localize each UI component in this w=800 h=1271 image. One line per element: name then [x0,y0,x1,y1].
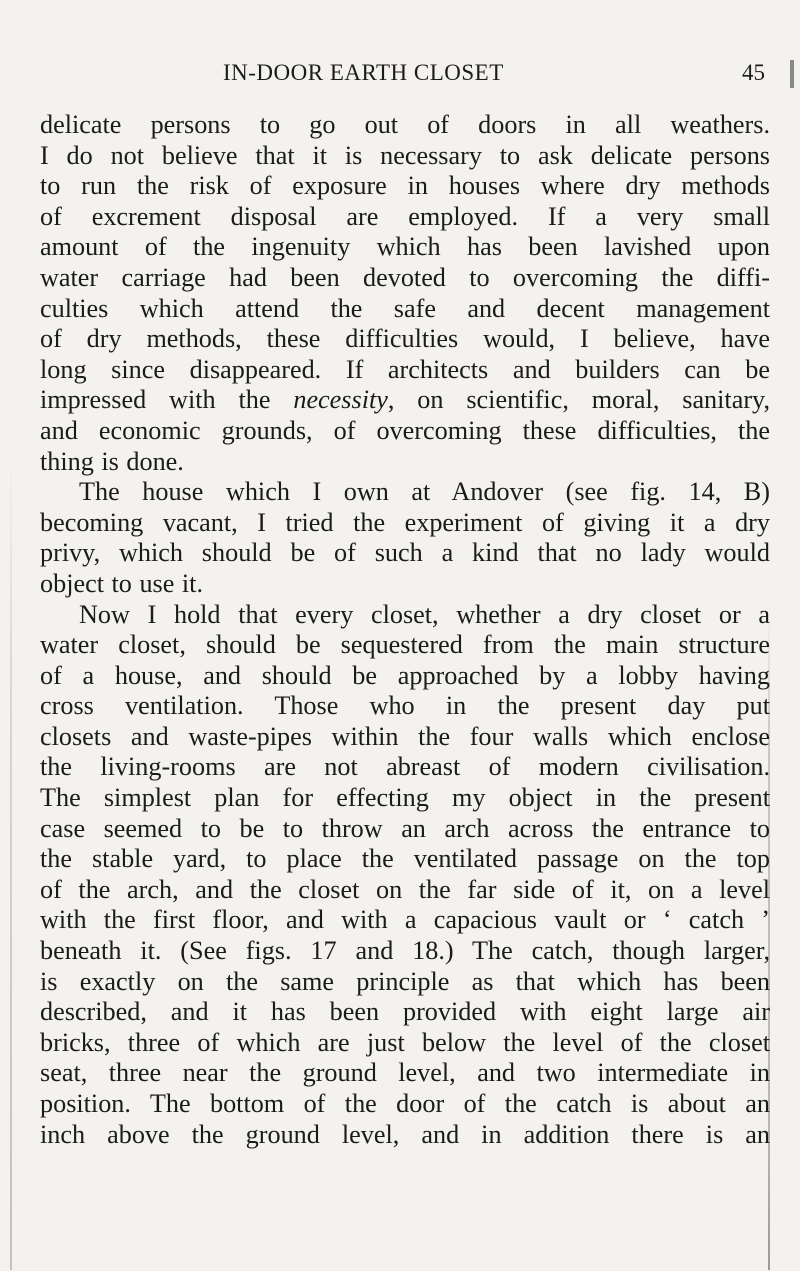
page-edge-mark [790,60,794,88]
text-line: with the first floor, and with a capacious vault or ‘ catch ’ [40,905,770,935]
text-line: beneath it. (See figs. 17 and 18.) The catch, though larger, [40,936,770,966]
text-line: The simplest plan for effecting my object in the present [40,783,770,813]
text-line: water carriage had been devoted to overcoming the diffi- [40,262,770,292]
text-line: to run the risk of exposure in houses where dry methods [40,171,770,201]
text-line: I do not believe that it is necessary to ask delicate persons [40,140,770,170]
text-line: case seemed to be to throw an arch across the entrance to [40,813,770,843]
text-line: cross ventilation. Those who in the present day put [40,691,770,721]
text-line: delicate persons to go out of doors in all weathers. [40,110,770,139]
text-line: described, and it has been provided with eight large air [40,997,770,1027]
text-line: seat, three near the ground level, and two intermediate in [40,1058,770,1088]
text-line: and economic grounds, of overcoming these difficulties, the [40,415,770,445]
text-line: position. The bottom of the door of the catch is about an [40,1089,770,1118]
text-line: object to use it. [40,568,204,598]
text-line: closets and waste-pipes within the four walls which enclose [40,721,770,751]
page-number: 45 [742,60,765,85]
text-line: privy, which should be of such a kind that no lady would [40,538,770,568]
text-line: inch above the ground level, and in addition there is an [40,1119,770,1149]
text-line: amount of the ingenuity which has been lavished upon [40,232,770,262]
text-line: thing is done. [40,446,184,476]
page-edge-shadow-left [10,450,12,1270]
text-line: bricks, three of which are just below the level of the closet [40,1027,770,1057]
text-line: culties which attend the safe and decent management [40,293,770,323]
running-head: IN-DOOR EARTH CLOSET [223,60,504,85]
text-line: Now I hold that every closet, whether a dry closet or a [79,599,770,629]
text-line: of a house, and should be approached by a lobby having [40,660,770,690]
text-line: is exactly on the same principle as that which has been [40,966,770,996]
text-line: the stable yard, to place the ventilated passage on the top [40,844,770,874]
body-text [40,110,770,1150]
text-line: of dry methods, these difficulties would, I believe, have [40,324,770,354]
emphasized-word: necessity [293,385,388,415]
text-line: The house which I own at Andover (see fig. 14, B) [79,477,770,507]
text-line-with-emphasis [40,385,770,416]
text-run: , on scientific, moral, sanitary, [387,385,770,415]
text-line: long since disappeared. If architects and builders can be [40,354,770,384]
text-line: of the arch, and the closet on the far side of it, on a level [40,874,770,904]
text-line: water closet, should be sequestered from the main structure [40,630,770,660]
page-header [0,56,800,92]
text-line: of excrement disposal are employed. If a very small [40,201,770,231]
text-line: the living-rooms are not abreast of modern civilisation. [40,752,770,782]
text-line: becoming vacant, I tried the experiment of giving it a dry [40,507,770,537]
text-run: impressed with the [40,385,294,415]
